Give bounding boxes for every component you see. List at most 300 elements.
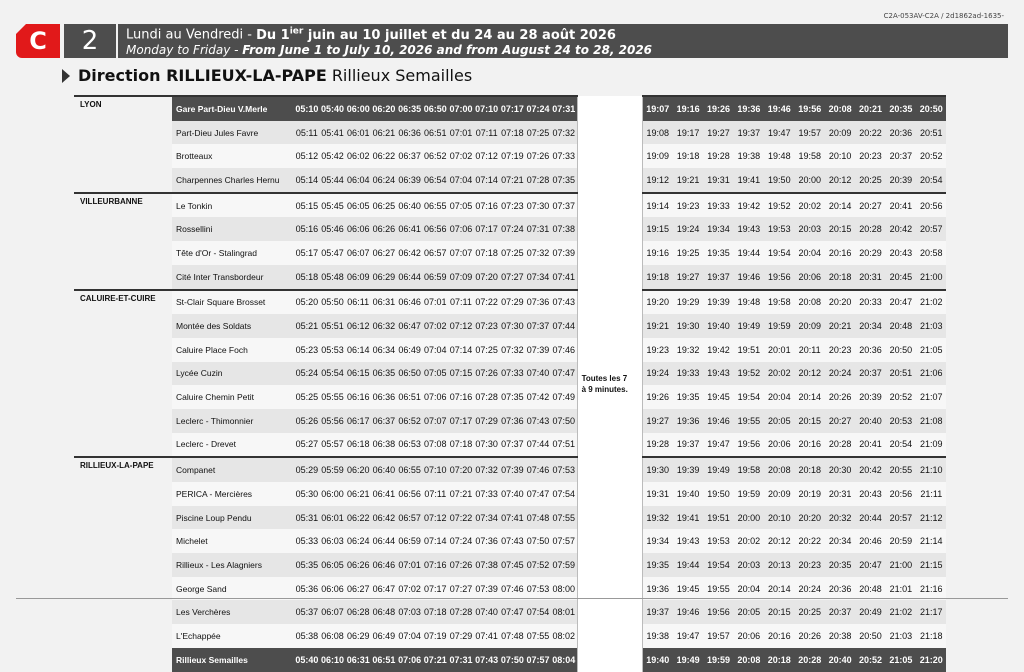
departure-time: 07:44 [525, 433, 551, 458]
line-number: 2 [64, 24, 116, 58]
departure-time: 07:25 [500, 241, 526, 265]
departure-time: 06:59 [422, 265, 448, 290]
table-row [74, 217, 946, 241]
departure-time: 05:48 [320, 265, 346, 290]
departure-time: 19:29 [673, 290, 703, 315]
departure-time: 20:24 [795, 577, 825, 601]
departure-time: 07:54 [551, 482, 577, 506]
departure-time: 07:17 [474, 217, 500, 241]
departure-time: 19:46 [764, 96, 794, 121]
departure-time: 07:14 [448, 338, 474, 362]
departure-time: 07:05 [422, 362, 448, 386]
departure-time: 20:56 [886, 482, 916, 506]
departure-time: 07:37 [551, 193, 577, 218]
departure-time: 07:55 [525, 624, 551, 648]
departure-time: 21:02 [886, 600, 916, 624]
departure-time: 20:08 [825, 96, 855, 121]
departure-time: 07:26 [474, 362, 500, 386]
departure-time: 19:57 [703, 624, 733, 648]
departure-time: 19:50 [703, 482, 733, 506]
departure-time: 20:43 [855, 482, 885, 506]
departure-time: 19:31 [642, 482, 673, 506]
departure-time: 20:11 [795, 338, 825, 362]
departure-time: 20:46 [855, 529, 885, 553]
table-row [74, 624, 946, 648]
departure-time: 06:26 [345, 553, 371, 577]
departure-time: 07:21 [422, 648, 448, 672]
stop-name: Caluire Chemin Petit [172, 385, 294, 409]
departure-time: 20:37 [855, 362, 885, 386]
departure-time: 06:00 [320, 482, 346, 506]
departure-time: 07:01 [448, 121, 474, 145]
city-label [74, 553, 172, 577]
departure-time: 06:15 [345, 362, 371, 386]
departure-time: 05:51 [320, 314, 346, 338]
departure-time: 05:21 [294, 314, 320, 338]
departure-time: 06:51 [422, 121, 448, 145]
departure-time: 06:50 [397, 362, 423, 386]
departure-time: 21:09 [916, 433, 946, 458]
departure-time: 20:14 [795, 385, 825, 409]
departure-time: 07:20 [474, 265, 500, 290]
departure-time: 07:48 [525, 506, 551, 530]
departure-time: 19:09 [642, 144, 673, 168]
departure-time: 07:31 [551, 96, 577, 121]
departure-time: 05:29 [294, 457, 320, 482]
departure-time: 07:46 [525, 457, 551, 482]
stop-name: Piscine Loup Pendu [172, 506, 294, 530]
departure-time: 05:31 [294, 506, 320, 530]
departure-time: 20:34 [855, 314, 885, 338]
departure-time: 06:24 [371, 168, 397, 193]
departure-time: 19:56 [734, 433, 764, 458]
departure-time: 19:48 [764, 144, 794, 168]
city-label [74, 338, 172, 362]
departure-time: 07:27 [448, 577, 474, 601]
departure-time: 06:39 [397, 168, 423, 193]
departure-time: 06:12 [345, 314, 371, 338]
departure-time: 19:41 [673, 506, 703, 530]
departure-time: 19:49 [673, 648, 703, 672]
departure-time: 20:31 [855, 265, 885, 290]
departure-time: 19:16 [673, 96, 703, 121]
departure-time: 20:50 [886, 338, 916, 362]
departure-time: 19:41 [734, 168, 764, 193]
departure-time: 06:03 [320, 529, 346, 553]
departure-time: 08:00 [551, 577, 577, 601]
departure-time: 19:21 [642, 314, 673, 338]
departure-time: 20:40 [855, 409, 885, 433]
departure-time: 07:50 [551, 409, 577, 433]
departure-time: 07:50 [525, 529, 551, 553]
departure-time: 06:35 [397, 96, 423, 121]
departure-time: 19:52 [764, 193, 794, 218]
departure-time: 20:57 [886, 506, 916, 530]
departure-time: 19:44 [734, 241, 764, 265]
departure-time: 07:10 [422, 457, 448, 482]
departure-time: 06:26 [371, 217, 397, 241]
departure-time: 06:22 [371, 144, 397, 168]
departure-time: 20:26 [825, 385, 855, 409]
departure-time: 07:26 [448, 553, 474, 577]
departure-time: 20:59 [886, 529, 916, 553]
departure-time: 07:02 [422, 314, 448, 338]
departure-time: 19:20 [642, 290, 673, 315]
city-label: RILLIEUX-LA-PAPE [74, 457, 172, 482]
departure-time: 05:27 [294, 433, 320, 458]
stop-name: Leclerc - Drevet [172, 433, 294, 458]
departure-time: 20:43 [886, 241, 916, 265]
departure-time: 05:36 [294, 577, 320, 601]
departure-time: 20:41 [886, 193, 916, 218]
departure-time: 07:34 [474, 506, 500, 530]
departure-time: 06:28 [345, 600, 371, 624]
departure-time: 20:53 [886, 409, 916, 433]
departure-time: 20:30 [825, 457, 855, 482]
departure-time: 19:32 [673, 338, 703, 362]
departure-time: 07:02 [448, 144, 474, 168]
departure-time: 05:57 [320, 433, 346, 458]
departure-time: 20:25 [795, 600, 825, 624]
departure-time: 19:12 [642, 168, 673, 193]
departure-time: 19:15 [642, 217, 673, 241]
departure-time: 07:12 [474, 144, 500, 168]
departure-time: 20:03 [795, 217, 825, 241]
table-row [74, 433, 946, 458]
departure-time: 07:51 [551, 433, 577, 458]
departure-time: 06:32 [371, 314, 397, 338]
departure-time: 07:35 [551, 168, 577, 193]
table-row [74, 600, 946, 624]
departure-time: 19:24 [642, 362, 673, 386]
departure-time: 20:23 [795, 553, 825, 577]
departure-time: 20:15 [795, 409, 825, 433]
departure-time: 20:29 [855, 241, 885, 265]
departure-time: 21:16 [916, 577, 946, 601]
departure-time: 07:40 [500, 482, 526, 506]
table-row [74, 385, 946, 409]
departure-time: 07:03 [397, 600, 423, 624]
departure-time: 20:51 [886, 362, 916, 386]
departure-time: 06:53 [397, 433, 423, 458]
departure-time: 06:36 [397, 121, 423, 145]
departure-time: 20:52 [855, 648, 885, 672]
table-row [74, 362, 946, 386]
departure-time: 07:25 [474, 338, 500, 362]
departure-time: 06:55 [422, 193, 448, 218]
departure-time: 06:48 [371, 600, 397, 624]
city-label [74, 168, 172, 193]
departure-time: 20:02 [795, 193, 825, 218]
departure-time: 20:02 [764, 362, 794, 386]
departure-time: 20:36 [886, 121, 916, 145]
departure-time: 05:45 [320, 193, 346, 218]
departure-time: 20:03 [734, 553, 764, 577]
departure-time: 06:08 [320, 624, 346, 648]
departure-time: 20:56 [916, 193, 946, 218]
city-label [74, 409, 172, 433]
departure-time: 06:36 [371, 385, 397, 409]
departure-time: 19:40 [642, 648, 673, 672]
departure-time: 20:28 [825, 433, 855, 458]
departure-time: 06:31 [371, 290, 397, 315]
departure-time: 19:53 [703, 529, 733, 553]
departure-time: 19:28 [642, 433, 673, 458]
departure-time: 19:18 [673, 144, 703, 168]
departure-time: 07:18 [448, 433, 474, 458]
table-row [74, 193, 946, 218]
departure-time: 05:11 [294, 121, 320, 145]
departure-time: 20:44 [855, 506, 885, 530]
departure-time: 20:13 [764, 553, 794, 577]
departure-time: 20:22 [795, 529, 825, 553]
departure-time: 07:42 [525, 385, 551, 409]
departure-time: 07:33 [474, 482, 500, 506]
departure-time: 19:32 [642, 506, 673, 530]
departure-time: 21:11 [916, 482, 946, 506]
departure-time: 07:41 [500, 506, 526, 530]
departure-time: 07:39 [525, 338, 551, 362]
departure-time: 05:24 [294, 362, 320, 386]
departure-time: 06:21 [345, 482, 371, 506]
stop-name: Rillieux - Les Alagniers [172, 553, 294, 577]
departure-time: 19:45 [673, 577, 703, 601]
departure-time: 21:14 [916, 529, 946, 553]
departure-time: 19:59 [764, 314, 794, 338]
departure-time: 05:26 [294, 409, 320, 433]
table-row [74, 290, 946, 315]
departure-time: 06:16 [345, 385, 371, 409]
departure-time: 21:10 [916, 457, 946, 482]
departure-time: 20:21 [855, 96, 885, 121]
direction-title: Direction RILLIEUX-LA-PAPE Rillieux Semailles [62, 66, 472, 85]
departure-time: 05:40 [294, 648, 320, 672]
departure-time: 06:40 [371, 457, 397, 482]
stop-name: Rossellini [172, 217, 294, 241]
departure-time: 21:20 [916, 648, 946, 672]
departure-time: 06:47 [371, 577, 397, 601]
validity-fr: Lundi au Vendredi - Du $1^{ier}$ juin au 10 juillet et du 24 au 28 août 2026 [126, 26, 616, 43]
stop-name: Lycée Cuzin [172, 362, 294, 386]
departure-time: 20:04 [795, 241, 825, 265]
departure-time: 07:09 [448, 265, 474, 290]
departure-time: 07:04 [448, 168, 474, 193]
departure-time: 07:33 [500, 362, 526, 386]
departure-time: 07:18 [422, 600, 448, 624]
departure-time: 19:30 [642, 457, 673, 482]
departure-time: 05:15 [294, 193, 320, 218]
departure-time: 06:07 [345, 241, 371, 265]
stop-name: Part-Dieu Jules Favre [172, 121, 294, 145]
table-row [74, 409, 946, 433]
departure-time: 20:47 [886, 290, 916, 315]
frequency-note-line: Toutes les 7 [581, 373, 628, 383]
city-label [74, 265, 172, 290]
departure-time: 07:08 [422, 433, 448, 458]
departure-time: 20:06 [795, 265, 825, 290]
departure-time: 06:25 [371, 193, 397, 218]
departure-time: 20:06 [764, 433, 794, 458]
city-label: VILLEURBANNE [74, 193, 172, 218]
table-row [74, 144, 946, 168]
departure-time: 06:06 [345, 217, 371, 241]
departure-time: 06:51 [397, 385, 423, 409]
departure-time: 07:57 [551, 529, 577, 553]
table-row [74, 553, 946, 577]
departure-time: 19:28 [703, 144, 733, 168]
departure-time: 21:05 [886, 648, 916, 672]
departure-time: 06:42 [371, 506, 397, 530]
departure-time: 20:49 [855, 600, 885, 624]
departure-time: 20:01 [764, 338, 794, 362]
departure-time: 19:24 [673, 217, 703, 241]
table-row [74, 457, 946, 482]
stop-name: Cité Inter Transbordeur [172, 265, 294, 290]
departure-time: 07:43 [551, 290, 577, 315]
departure-time: 20:00 [734, 506, 764, 530]
departure-time: 06:46 [397, 290, 423, 315]
departure-time: 20:18 [825, 265, 855, 290]
departure-time: 20:22 [855, 121, 885, 145]
departure-time: 07:34 [525, 265, 551, 290]
departure-time: 07:16 [474, 193, 500, 218]
departure-time: 05:37 [294, 600, 320, 624]
departure-time: 07:12 [422, 506, 448, 530]
departure-time: 20:36 [855, 338, 885, 362]
departure-time: 19:48 [734, 290, 764, 315]
departure-time: 07:14 [422, 529, 448, 553]
departure-time: 19:34 [642, 529, 673, 553]
departure-time: 19:39 [703, 290, 733, 315]
departure-time: 19:37 [703, 265, 733, 290]
departure-time: 06:18 [345, 433, 371, 458]
departure-time: 07:48 [500, 624, 526, 648]
stop-name: PERICA - Mercières [172, 482, 294, 506]
departure-time: 07:24 [500, 217, 526, 241]
departure-time: 07:17 [422, 577, 448, 601]
table-row [74, 338, 946, 362]
departure-time: 07:28 [525, 168, 551, 193]
departure-time: 07:46 [551, 338, 577, 362]
departure-time: 20:12 [795, 362, 825, 386]
stop-name: Leclerc - Thimonnier [172, 409, 294, 433]
departure-time: 19:58 [764, 290, 794, 315]
departure-time: 06:24 [345, 529, 371, 553]
triangle-icon [62, 69, 70, 83]
departure-time: 19:49 [703, 457, 733, 482]
departure-time: 07:59 [551, 553, 577, 577]
departure-time: 20:25 [855, 168, 885, 193]
departure-time: 21:03 [916, 314, 946, 338]
departure-time: 06:41 [371, 482, 397, 506]
departure-time: 20:57 [916, 217, 946, 241]
departure-time: 19:49 [734, 314, 764, 338]
city-label [74, 506, 172, 530]
departure-time: 07:55 [551, 506, 577, 530]
departure-time: 07:57 [525, 648, 551, 672]
departure-time: 19:17 [673, 121, 703, 145]
departure-time: 20:58 [916, 241, 946, 265]
departure-time: 05:47 [320, 241, 346, 265]
departure-time: 07:47 [500, 600, 526, 624]
stop-name: Caluire Place Foch [172, 338, 294, 362]
departure-time: 19:31 [703, 168, 733, 193]
departure-time: 19:46 [734, 265, 764, 290]
departure-time: 07:01 [397, 553, 423, 577]
departure-time: 07:28 [448, 600, 474, 624]
departure-time: 20:04 [734, 577, 764, 601]
stop-name: Charpennes Charles Hernu [172, 168, 294, 193]
departure-time: 19:35 [642, 553, 673, 577]
departure-time: 06:49 [397, 338, 423, 362]
departure-time: 19:47 [764, 121, 794, 145]
departure-time: 07:21 [448, 482, 474, 506]
departure-time: 07:26 [525, 144, 551, 168]
departure-time: 06:54 [422, 168, 448, 193]
departure-time: 19:08 [642, 121, 673, 145]
stop-name: L'Echappée [172, 624, 294, 648]
departure-time: 07:37 [500, 433, 526, 458]
departure-time: 07:52 [525, 553, 551, 577]
departure-time: 06:27 [345, 577, 371, 601]
departure-time: 06:00 [345, 96, 371, 121]
departure-time: 06:31 [345, 648, 371, 672]
departure-time: 07:53 [551, 457, 577, 482]
departure-time: 20:34 [825, 529, 855, 553]
stop-name: Rillieux Semailles [172, 648, 294, 672]
departure-time: 19:50 [764, 168, 794, 193]
departure-time: 05:17 [294, 241, 320, 265]
departure-time: 19:14 [642, 193, 673, 218]
departure-time: 06:56 [397, 482, 423, 506]
departure-time: 19:26 [703, 96, 733, 121]
departure-time: 19:21 [673, 168, 703, 193]
departure-time: 06:07 [320, 600, 346, 624]
departure-time: 06:40 [397, 193, 423, 218]
departure-time: 07:39 [500, 457, 526, 482]
departure-time: 07:23 [500, 193, 526, 218]
departure-time: 06:59 [397, 529, 423, 553]
departure-time: 19:39 [673, 457, 703, 482]
departure-time: 19:51 [703, 506, 733, 530]
departure-time: 20:52 [916, 144, 946, 168]
city-label: CALUIRE-ET-CUIRE [74, 290, 172, 315]
departure-time: 20:20 [795, 506, 825, 530]
departure-time: 05:14 [294, 168, 320, 193]
departure-time: 21:03 [886, 624, 916, 648]
departure-time: 07:36 [474, 529, 500, 553]
departure-time: 20:39 [855, 385, 885, 409]
departure-time: 07:44 [551, 314, 577, 338]
departure-time: 07:04 [397, 624, 423, 648]
departure-time: 07:16 [448, 385, 474, 409]
departure-time: 07:39 [551, 241, 577, 265]
departure-time: 20:04 [764, 385, 794, 409]
departure-time: 05:38 [294, 624, 320, 648]
departure-time: 20:28 [855, 217, 885, 241]
departure-time: 20:14 [764, 577, 794, 601]
departure-time: 20:10 [825, 144, 855, 168]
departure-time: 20:09 [825, 121, 855, 145]
departure-time: 06:22 [345, 506, 371, 530]
departure-time: 19:56 [764, 265, 794, 290]
departure-time: 07:06 [422, 385, 448, 409]
departure-time: 21:07 [916, 385, 946, 409]
departure-time: 07:06 [448, 217, 474, 241]
departure-time: 05:56 [320, 409, 346, 433]
departure-time: 19:27 [642, 409, 673, 433]
departure-time: 07:18 [500, 121, 526, 145]
